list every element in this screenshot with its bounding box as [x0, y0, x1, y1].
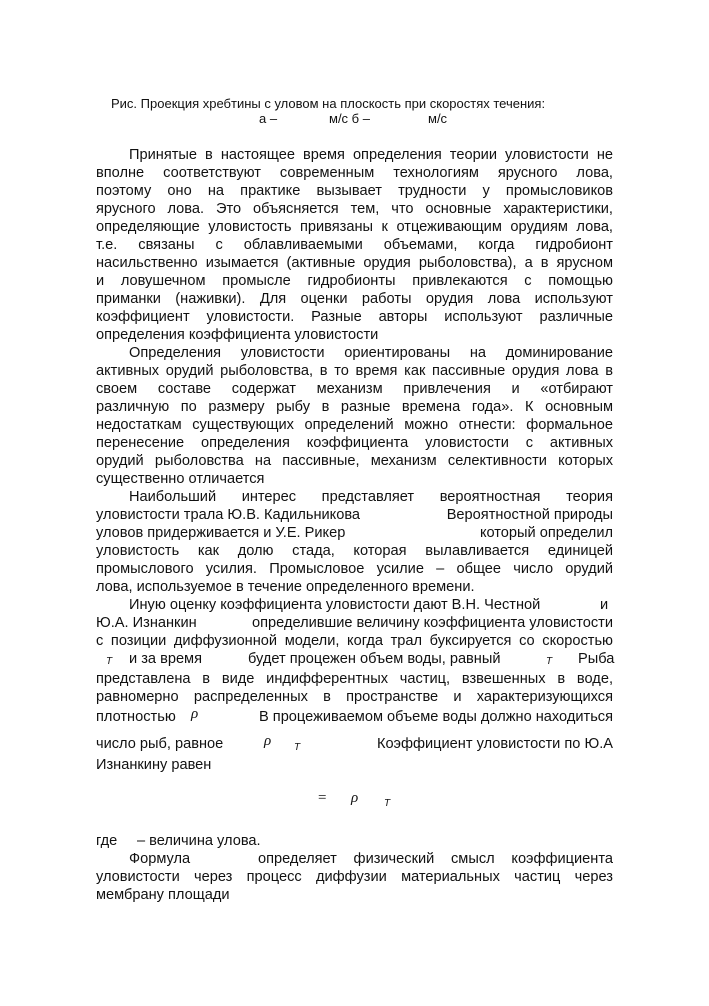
- para4-line: и: [600, 597, 609, 613]
- para4-line: Изнанкину равен: [96, 757, 212, 773]
- para2-line: различную по размеру рыбу в разные времена года». К основным: [96, 399, 613, 415]
- para3-line: лова, используемое в течение определенного времени.: [96, 579, 475, 595]
- para4-line: число рыб, равное: [96, 736, 224, 752]
- para4-line: равномерно распределенных в пространстве и характеризующихся: [96, 689, 613, 705]
- para4-line: и за время: [129, 651, 202, 667]
- para1-line: и ловушечном промысле гидробионты привлекаются с помощью: [96, 273, 613, 289]
- para5-line: – величина улова.: [137, 833, 261, 849]
- figure-caption-line1: Рис. Проекция хребтины с уловом на плоскость при скоростях течения:: [111, 96, 546, 111]
- symbol-T: T: [106, 656, 113, 667]
- figure-caption-ms2: м/с: [428, 111, 448, 126]
- para3-line: который определил: [479, 525, 613, 541]
- para4-line: определившие величину коэффициента уловистости: [252, 615, 613, 631]
- para4-line: Иную оценку коэффициента уловистости дают В.Н. Честной: [129, 597, 541, 613]
- equation-equals: =: [318, 790, 327, 806]
- figure-caption-a: а –: [259, 111, 278, 126]
- para2-line: своем составе содержат механизм привлечения и «отбирают: [96, 381, 613, 397]
- para1-line: вполне соответствуют современным технологиям ярусного лова,: [96, 165, 613, 181]
- para1-line: Принятые в настоящее время определения теории уловистости не: [129, 147, 613, 163]
- para5-line: Формула: [129, 851, 191, 867]
- para3-line: Вероятностной природы: [446, 507, 613, 523]
- para3-line: уловистость как долю стада, которая вылавливается единицей: [96, 543, 613, 559]
- para5-line: определяет физический смысл коэффициента: [258, 851, 613, 867]
- para3-line: промыслового усилия. Промысловое усилие – общее число орудий: [96, 561, 613, 577]
- para5-line: мембрану площади: [96, 887, 230, 903]
- para1-line: насильственно изымается (активные орудия рыболовства), а в ярусном: [96, 255, 613, 271]
- para1-line: определения коэффициента уловистости: [96, 327, 379, 343]
- symbol-T: T: [294, 742, 301, 753]
- para3-line: Наибольший интерес представляет вероятностная теория: [129, 489, 613, 505]
- para2-line: Определения уловистости ориентированы на доминирование: [129, 345, 613, 361]
- para1-line: т.е. связаны с облавливаемыми объемами, когда гидробионт: [96, 237, 613, 253]
- para1-line: поэтому оно на практике вызывает трудности у промысловиков: [96, 183, 613, 199]
- symbol-T: T: [546, 656, 553, 667]
- equation-T: T: [384, 798, 391, 809]
- equation-rho: ρ: [351, 790, 359, 806]
- para4-line: Ю.А. Изнанкин: [96, 615, 197, 631]
- figure-caption-ms1: м/с б –: [329, 111, 370, 126]
- para4-line: будет процежен объем воды, равный: [248, 651, 501, 667]
- para4-line: с позиции диффузионной модели, когда трал буксируется со скоростью: [96, 633, 613, 649]
- para3-line: уловов придерживается и У.Е. Рикер: [96, 525, 346, 541]
- para2-line: активных орудий рыболовства, в то время как пассивные орудия лова в: [96, 363, 613, 379]
- para1-line: приманки (наживки). Для оценки работы орудия лова используют: [96, 291, 613, 307]
- para4-line: Рыба: [578, 651, 615, 667]
- para2-line: недостаткам существующих определений можно отнести: формальное: [96, 417, 613, 433]
- para2-line: орудий рыболовства на пассивные, механизм селективности которых: [96, 453, 613, 469]
- para4-line: представлена в виде индифферентных частиц, взвешенных в воде,: [96, 671, 613, 687]
- symbol-rho: ρ: [191, 706, 199, 722]
- para2-line: перенесение определения коэффициента уловистости с активных: [96, 435, 613, 451]
- para1-line: ярусного лова. Это объясняется тем, что основные характеристики,: [96, 201, 613, 217]
- para1-line: определяющие уловистость привязаны к отцеживающим орудиям лова,: [96, 219, 613, 235]
- para5-line: уловистости через процесс диффузии материальных частиц через: [96, 869, 613, 885]
- para4-line: плотностью: [96, 709, 176, 725]
- para1-line: коэффициент уловистости. Разные авторы используют различные: [96, 309, 613, 325]
- para5-line: где: [96, 833, 118, 849]
- para4-line: Коэффициент уловистости по Ю.А: [376, 736, 613, 752]
- para4-line: В процеживаемом объеме воды должно находиться: [259, 709, 613, 725]
- para3-line: уловистости трала Ю.В. Кадильникова: [96, 507, 361, 523]
- para2-line: существенно отличается: [96, 471, 265, 487]
- symbol-rho: ρ: [264, 733, 272, 749]
